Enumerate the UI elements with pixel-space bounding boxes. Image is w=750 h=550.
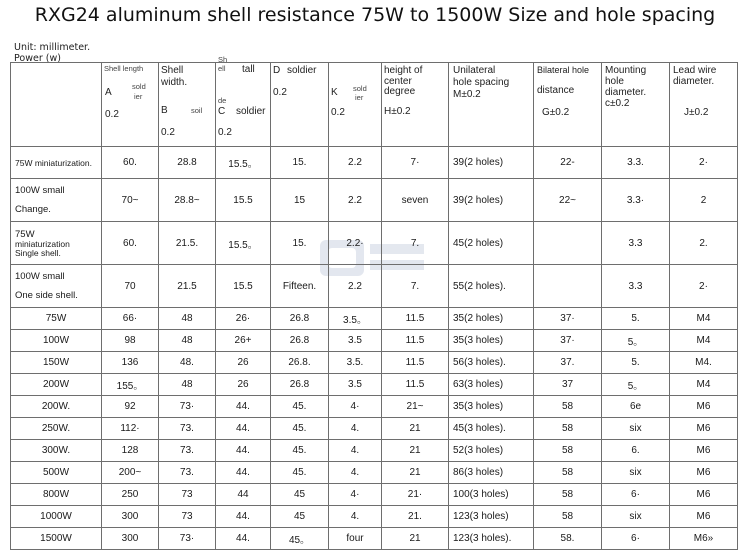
- power-cell: [11, 179, 102, 222]
- cell-h: 11.5: [382, 330, 449, 352]
- cell-g: 58: [534, 418, 602, 440]
- cell-c: 44.: [216, 506, 271, 528]
- power-line: One side shell.: [15, 290, 78, 301]
- unit-label: [14, 42, 90, 64]
- cell-mc: 5.: [602, 308, 670, 330]
- cell-h: seven: [382, 179, 449, 222]
- power-cell: [11, 222, 102, 265]
- cell-j: 2·: [670, 265, 738, 308]
- cell-k: 2.2: [329, 265, 382, 308]
- cell-d: 45。: [271, 528, 329, 550]
- cell-c: 26·: [216, 308, 271, 330]
- cell-m: 63(3 holes): [449, 374, 534, 396]
- cell-c: 44.: [216, 462, 271, 484]
- table-row: [11, 222, 738, 265]
- cell-m: 39(2 holes): [449, 147, 534, 179]
- cell-c: 44.: [216, 440, 271, 462]
- cell-h: 21: [382, 440, 449, 462]
- table-row: [11, 418, 738, 440]
- cell-c: 44.: [216, 418, 271, 440]
- power-cell: 100W: [11, 330, 102, 352]
- header-row: [11, 63, 738, 147]
- table-row: [11, 179, 738, 222]
- cell-b: 21.5.: [159, 222, 216, 265]
- header-lead-wire: Lead wire diameter. J±0.2: [670, 63, 738, 147]
- cell-j: M6: [670, 462, 738, 484]
- cell-b: 73.: [159, 440, 216, 462]
- cell-c: 26: [216, 374, 271, 396]
- header-center-height: height of center degree H±0.2: [382, 63, 449, 147]
- power-cell: 250W.: [11, 418, 102, 440]
- cell-b: 73: [159, 506, 216, 528]
- cell-a: 300: [102, 528, 159, 550]
- cell-mc: 6·: [602, 484, 670, 506]
- power-line: Change.: [15, 204, 51, 215]
- cell-b: 28.8~: [159, 179, 216, 222]
- table-row: [11, 330, 738, 352]
- cell-a: 60.: [102, 147, 159, 179]
- cell-k: 2.2: [329, 147, 382, 179]
- table-row: [11, 484, 738, 506]
- cell-k: 4.: [329, 462, 382, 484]
- cell-a: 200~: [102, 462, 159, 484]
- power-cell: 300W.: [11, 440, 102, 462]
- cell-mc: 6e: [602, 396, 670, 418]
- cell-h: 21~: [382, 396, 449, 418]
- cell-g: 58.: [534, 528, 602, 550]
- header-mounting-diameter: Mounting hole diameter. c±0.2: [602, 63, 670, 147]
- cell-j: 2.: [670, 222, 738, 265]
- cell-b: 48: [159, 308, 216, 330]
- power-cell: 1500W: [11, 528, 102, 550]
- cell-j: M4: [670, 330, 738, 352]
- cell-b: 73·: [159, 528, 216, 550]
- cell-j: M6: [670, 506, 738, 528]
- cell-c: 15.5。: [216, 147, 271, 179]
- cell-j: M6: [670, 396, 738, 418]
- table-row: [11, 147, 738, 179]
- cell-mc: 6.: [602, 440, 670, 462]
- cell-k: 2.2: [329, 179, 382, 222]
- cell-mc: 5。: [602, 374, 670, 396]
- cell-c: 15.5。: [216, 222, 271, 265]
- cell-m: 35(2 holes): [449, 308, 534, 330]
- cell-mc: 3.3.: [602, 147, 670, 179]
- cell-c: 44: [216, 484, 271, 506]
- cell-g: 37·: [534, 330, 602, 352]
- cell-c: 44.: [216, 396, 271, 418]
- power-cell: 500W: [11, 462, 102, 484]
- page-title: RXG24 aluminum shell resistance 75W to 1500W Size and hole spacing: [34, 4, 716, 26]
- power-cell: 200W.: [11, 396, 102, 418]
- cell-g: 58: [534, 396, 602, 418]
- cell-b: 48.: [159, 352, 216, 374]
- cell-m: 56(3 holes).: [449, 352, 534, 374]
- power-cell: 75W miniaturization.: [11, 147, 102, 179]
- cell-c: 26+: [216, 330, 271, 352]
- header-d: D soldier 0.2: [271, 63, 329, 147]
- header-unilateral-spacing: Unilateral hole spacing M±0.2: [449, 63, 534, 147]
- cell-b: 48: [159, 330, 216, 352]
- cell-d: 45.: [271, 462, 329, 484]
- table-row: [11, 440, 738, 462]
- header-power: [11, 63, 102, 147]
- cell-k: 4·: [329, 396, 382, 418]
- cell-d: 45.: [271, 418, 329, 440]
- cell-a: 112·: [102, 418, 159, 440]
- cell-b: 21.5: [159, 265, 216, 308]
- cell-a: 92: [102, 396, 159, 418]
- table-row: [11, 308, 738, 330]
- header-shell-tall: Sh ell tall de C soldier 0.2: [216, 63, 271, 147]
- cell-j: 2·: [670, 147, 738, 179]
- cell-mc: six: [602, 506, 670, 528]
- cell-b: 28.8: [159, 147, 216, 179]
- power-cell: 800W: [11, 484, 102, 506]
- cell-h: 7.: [382, 265, 449, 308]
- cell-g: 22~: [534, 179, 602, 222]
- power-cell: [11, 265, 102, 308]
- power-cell: 1000W: [11, 506, 102, 528]
- cell-b: 73: [159, 484, 216, 506]
- cell-g: 37: [534, 374, 602, 396]
- cell-mc: 5。: [602, 330, 670, 352]
- cell-b: 73.: [159, 418, 216, 440]
- cell-h: 11.5: [382, 374, 449, 396]
- cell-a: 60.: [102, 222, 159, 265]
- header-shell-length: Shell length sold ier A 0.2: [102, 63, 159, 147]
- cell-a: 300: [102, 506, 159, 528]
- cell-c: 15.5: [216, 265, 271, 308]
- cell-d: 15.: [271, 222, 329, 265]
- unit-text: Unit: millimeter.: [14, 42, 91, 53]
- table-row: [11, 506, 738, 528]
- table-row: [11, 528, 738, 550]
- cell-k: 3.5: [329, 374, 382, 396]
- table-row: [11, 374, 738, 396]
- cell-m: 123(3 holes): [449, 506, 534, 528]
- power-line: Single shell.: [15, 247, 61, 258]
- cell-g: 37.: [534, 352, 602, 374]
- header-k: K sold ier 0.2: [329, 63, 382, 147]
- cell-a: 98: [102, 330, 159, 352]
- cell-h: 21: [382, 462, 449, 484]
- cell-g: 22-: [534, 147, 602, 179]
- cell-d: 15: [271, 179, 329, 222]
- cell-g: 58: [534, 484, 602, 506]
- cell-m: 52(3 holes): [449, 440, 534, 462]
- cell-a: 66·: [102, 308, 159, 330]
- header-bilateral-distance: Bilateral hole distance G±0.2: [534, 63, 602, 147]
- cell-j: 2: [670, 179, 738, 222]
- cell-mc: six: [602, 418, 670, 440]
- cell-h: 7.: [382, 222, 449, 265]
- cell-j: M6: [670, 440, 738, 462]
- power-line: 100W small: [15, 185, 65, 196]
- cell-c: 15.5: [216, 179, 271, 222]
- cell-mc: 6·: [602, 528, 670, 550]
- cell-a: 136: [102, 352, 159, 374]
- table-row: [11, 462, 738, 484]
- cell-k: 3.5。: [329, 308, 382, 330]
- cell-a: 128: [102, 440, 159, 462]
- cell-h: 21.: [382, 506, 449, 528]
- cell-mc: 5.: [602, 352, 670, 374]
- cell-c: 26: [216, 352, 271, 374]
- cell-k: 4.: [329, 440, 382, 462]
- power-label: Power (w): [14, 53, 61, 64]
- cell-h: 7·: [382, 147, 449, 179]
- cell-d: 45.: [271, 440, 329, 462]
- cell-h: 11.5: [382, 308, 449, 330]
- header-shell-width: Shell width. B soil 0.2: [159, 63, 216, 147]
- cell-d: 45: [271, 506, 329, 528]
- cell-j: M6»: [670, 528, 738, 550]
- cell-k: 3.5: [329, 330, 382, 352]
- power-cell: 150W: [11, 352, 102, 374]
- cell-c: 44.: [216, 528, 271, 550]
- cell-m: 35(3 holes): [449, 396, 534, 418]
- cell-b: 73·: [159, 396, 216, 418]
- cell-mc: 3.3: [602, 265, 670, 308]
- cell-m: 100(3 holes): [449, 484, 534, 506]
- cell-d: 26.8.: [271, 352, 329, 374]
- power-line: 100W small: [15, 271, 65, 282]
- cell-g: 58: [534, 506, 602, 528]
- cell-j: M4: [670, 374, 738, 396]
- table-row: [11, 265, 738, 308]
- cell-mc: 3.3: [602, 222, 670, 265]
- cell-d: 45: [271, 484, 329, 506]
- cell-h: 21: [382, 528, 449, 550]
- cell-d: 26.8: [271, 374, 329, 396]
- cell-m: 45(2 holes): [449, 222, 534, 265]
- cell-m: 39(2 holes): [449, 179, 534, 222]
- power-line: 75W: [15, 228, 35, 240]
- cell-j: M6: [670, 484, 738, 506]
- cell-d: 26.8: [271, 308, 329, 330]
- cell-d: 26.8: [271, 330, 329, 352]
- cell-j: M4: [670, 308, 738, 330]
- cell-h: 21·: [382, 484, 449, 506]
- cell-k: 2.2·: [329, 222, 382, 265]
- cell-mc: 3.3·: [602, 179, 670, 222]
- cell-k: four: [329, 528, 382, 550]
- cell-k: 3.5.: [329, 352, 382, 374]
- cell-a: 70: [102, 265, 159, 308]
- power-cell: 75W: [11, 308, 102, 330]
- cell-a: 250: [102, 484, 159, 506]
- cell-j: M4.: [670, 352, 738, 374]
- cell-d: 15.: [271, 147, 329, 179]
- cell-h: 21: [382, 418, 449, 440]
- cell-m: 45(3 holes).: [449, 418, 534, 440]
- cell-m: 35(3 holes): [449, 330, 534, 352]
- cell-g: 58: [534, 440, 602, 462]
- cell-a: 70~: [102, 179, 159, 222]
- cell-k: 4·: [329, 484, 382, 506]
- cell-m: 123(3 holes).: [449, 528, 534, 550]
- cell-g: 58: [534, 462, 602, 484]
- cell-mc: six: [602, 462, 670, 484]
- cell-k: 4.: [329, 506, 382, 528]
- power-line: miniaturization: [15, 238, 70, 249]
- cell-b: 73.: [159, 462, 216, 484]
- cell-k: 4.: [329, 418, 382, 440]
- cell-d: Fifteen.: [271, 265, 329, 308]
- table-row: [11, 352, 738, 374]
- cell-d: 45.: [271, 396, 329, 418]
- cell-a: 155。: [102, 374, 159, 396]
- cell-g: [534, 222, 602, 265]
- cell-m: 55(2 holes).: [449, 265, 534, 308]
- cell-m: 86(3 holes): [449, 462, 534, 484]
- cell-b: 48: [159, 374, 216, 396]
- power-cell: 200W: [11, 374, 102, 396]
- cell-h: 11.5: [382, 352, 449, 374]
- cell-g: [534, 265, 602, 308]
- cell-g: 37·: [534, 308, 602, 330]
- table-row: [11, 396, 738, 418]
- cell-j: M6: [670, 418, 738, 440]
